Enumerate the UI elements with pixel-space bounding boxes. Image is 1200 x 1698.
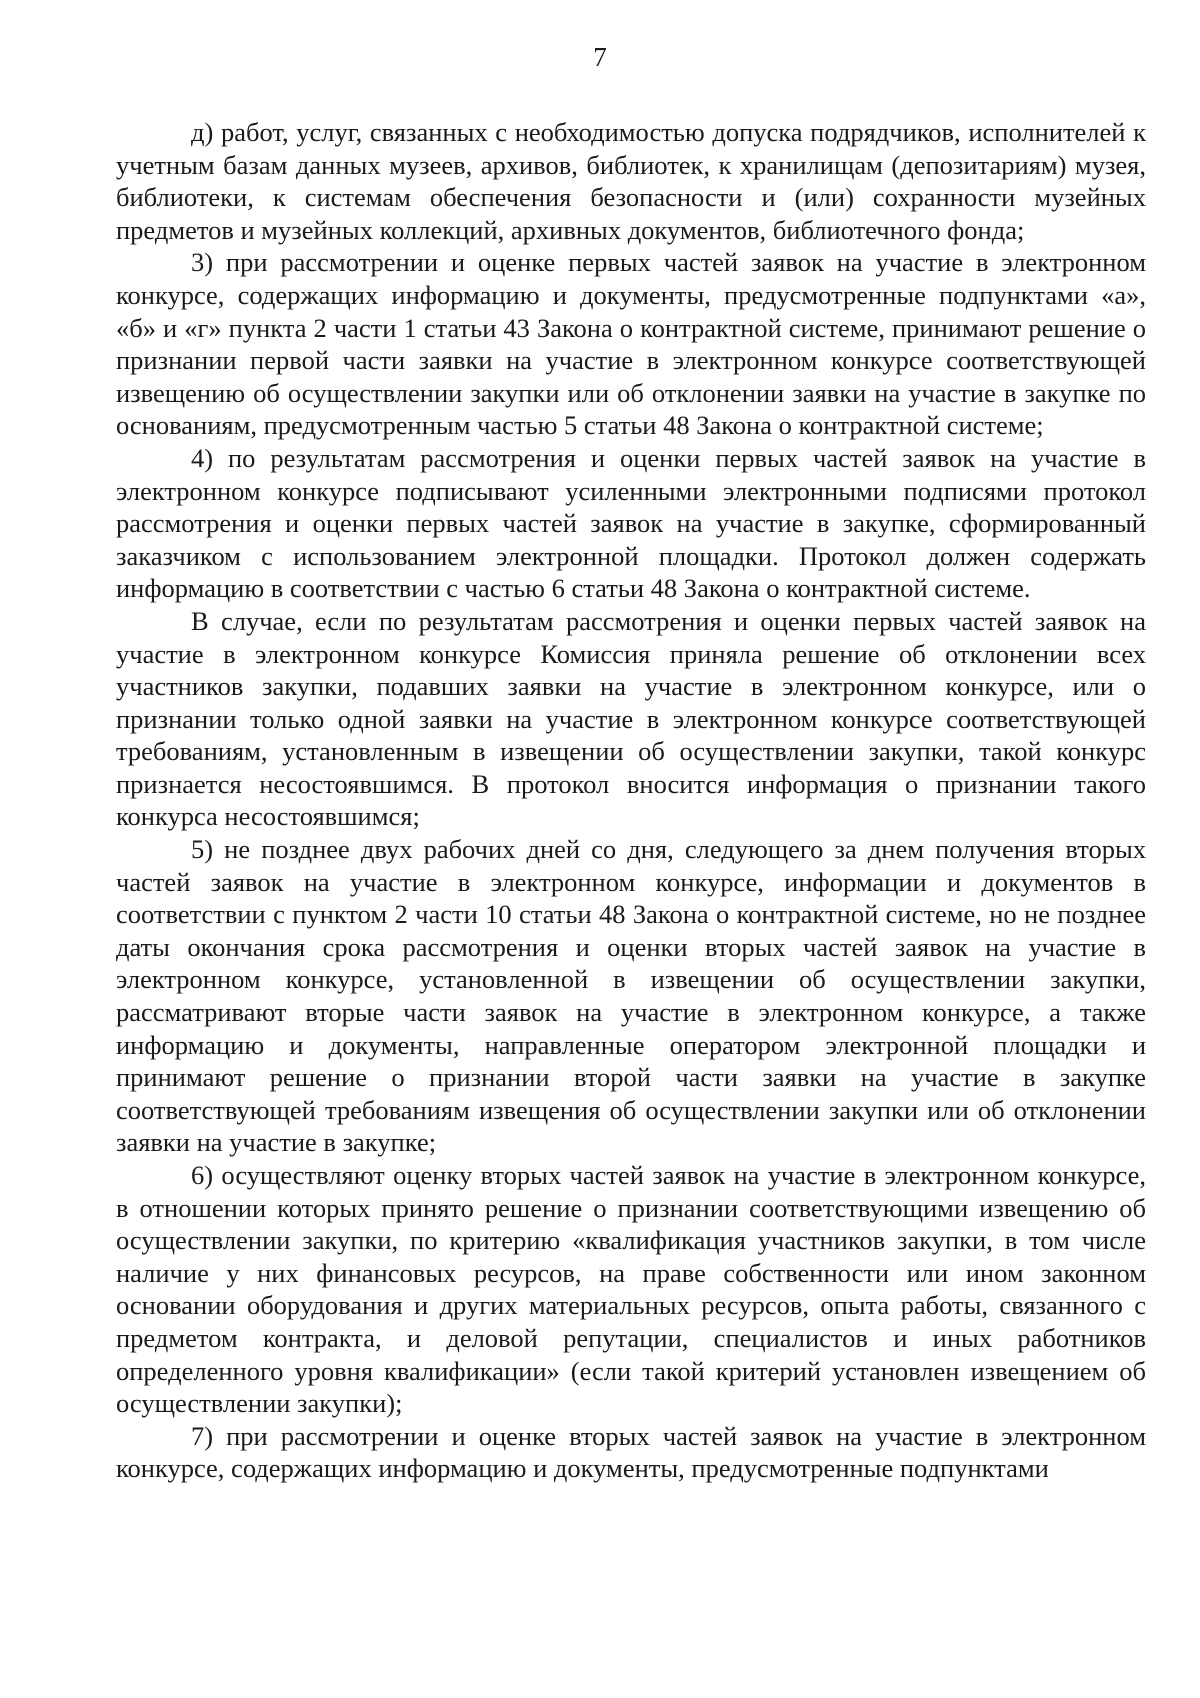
paragraph-3-first-parts-review: 3) при рассмотрении и оценке первых частей заявок на участие в электронном конкурсе, содержащих информацию и документы, предусмотренные подпунктами «а», «б» и «г» пункта 2 части 1 статьи 43 Закона о контрактной системе, принимают решение о признании первой части заявки на участие в электронном конкурсе соответствующей извещению об осуществлении закупки или об отклонении заявки на участие в закупке по основаниям, предусмотренным частью 5 статьи 48 Закона о контрактной системе;	[116, 247, 1146, 441]
paragraph-failed-tender: В случае, если по результатам рассмотрения и оценки первых частей заявок на участие в электронном конкурсе Комиссия приняла решение об отклонении всех участников закупки, подавших заявки на участие в электронном конкурсе, или о признании только одной заявки на участие в электронном конкурсе соответствующей требованиям, установленным в извещении об осуществлении закупки, такой конкурс признается несостоявшимся. В протокол вносится информация о признании такого конкурса несостоявшимся;	[116, 605, 1146, 832]
paragraph-4-protocol-signing: 4) по результатам рассмотрения и оценки первых частей заявок на участие в электронном конкурсе подписывают усиленными электронными подписями протокол рассмотрения и оценки первых частей заявок на участие в закупке, сформированный заказчиком с использованием электронной площадки. Протокол должен содержать информацию в соответствии с частью 6 статьи 48 Закона о контрактной системе.	[116, 442, 1146, 604]
document-body	[116, 116, 1146, 1485]
paragraph-d-works-services: д) работ, услуг, связанных с необходимостью допуска подрядчиков, исполнителей к учетным базам данных музеев, архивов, библиотек, к хранилищам (депозитариям) музея, библиотеки, к системам обеспечения безопасности и (или) сохранности музейных предметов и музейных коллекций, архивных документов, библиотечного фонда;	[116, 117, 1146, 245]
paragraph-5-second-parts-review: 5) не позднее двух рабочих дней со дня, следующего за днем получения вторых частей заявок на участие в электронном конкурсе, информации и документов в соответствии с пунктом 2 части 10 статьи 48 Закона о контрактной системе, но не позднее даты окончания срока рассмотрения и оценки вторых частей заявок на участие в электронном конкурсе, установленной в извещении об осуществлении закупки, рассматривают вторые части заявок на участие в электронном конкурсе, а также информацию и документы, направленные оператором электронной площадки и принимают решение о признании второй части заявки на участие в закупке соответствующей требованиям извещения об осуществлении закупки или об отклонении заявки на участие в закупке;	[116, 834, 1146, 1158]
page-number: 7	[593, 42, 607, 72]
paragraph-7-second-parts-consideration: 7) при рассмотрении и оценке вторых частей заявок на участие в электронном конкурсе, содержащих информацию и документы, предусмотренные подпунктами	[116, 1420, 1146, 1484]
paragraph-6-qualification-assessment: 6) осуществляют оценку вторых частей заявок на участие в электронном конкурсе, в отношении которых принято решение о признании соответствующими извещению об осуществлении закупки, по критерию «квалификация участников закупки, в том числе наличие у них финансовых ресурсов, на праве собственности или ином законном основании оборудования и других материальных ресурсов, опыта работы, связанного с предметом контракта, и деловой репутации, специалистов и иных работников определенного уровня квалификации» (если такой критерий установлен извещением об осуществлении закупки);	[116, 1160, 1146, 1419]
